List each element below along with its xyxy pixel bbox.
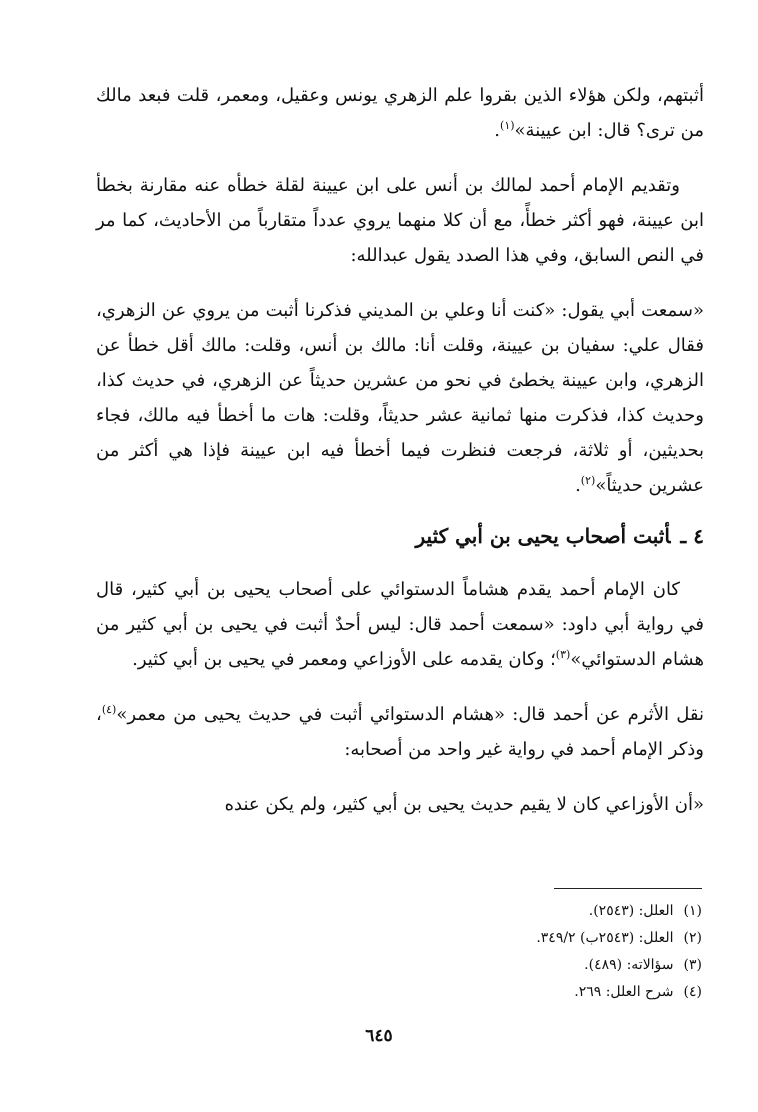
paragraph-1 — [96, 78, 704, 148]
paragraph-5 — [96, 697, 704, 767]
paragraph-6: «أن الأوزاعي كان لا يقيم حديث يحيى بن أبي كثير، ولم يكن عنده — [224, 794, 704, 815]
footnote-text: العلل: (٢٥٤٣ب) ٣٤٩/٢. — [536, 930, 674, 946]
footnote-item — [302, 979, 702, 1006]
footnote-item — [302, 925, 702, 952]
quote-paragraph — [96, 293, 704, 503]
footnote-ref-2: (٢) — [580, 474, 596, 487]
section-heading — [96, 519, 704, 554]
paragraph-5-before: نقل الأثرم عن أحمد قال: «هشام الدستوائي أثبت في حديث يحيى من معمر» — [116, 704, 704, 725]
footnote-number: (١) — [683, 903, 702, 919]
paragraph-2: وتقديم الإمام أحمد لمالك بن أنس على ابن عيينة لقلة خطأه عنه مقارنة بخطأ ابن عيينة، فهو أكثر خطأً، مع أن كلا منهما يروي عدداً متقارباً من الأحاديث، كما مر في النص السابق، وفي هذا الصدد يقول عبدالله: — [96, 175, 704, 266]
paragraph-4-after: ؛ وكان يقدمه على الأوزاعي ومعمر في يحيى بن أبي كثير. — [132, 649, 556, 670]
quote-end: . — [575, 475, 581, 496]
footnote-text: شرح العلل: ٢٦٩. — [574, 984, 674, 1000]
footnote-number: (٣) — [683, 957, 702, 973]
footnote-text: العلل: (٢٥٤٣). — [588, 903, 674, 919]
quote-text: «سمعت أبي يقول: «كنت أنا وعلي بن المديني فذكرنا أثبت من يروي عن الزهري، فقال علي: سفيان بن عيينة، وقلت أنا: مالك بن أنس، وقلت: مالك أقل خطأ عن الزهري، وابن عيينة يخطئ في نحو من عشرين حديثاً عن الزهري، في حديث كذا، وحديث كذا، فذكرت منها ثمانية عشر حديثاً، وقلت: هات ما أخطأ فيه مالك، فجاء بحديثين، أو ثلاثة، فرجعت فنظرت فيما أخطأ فيه ابن عيينة فإذا هي أكثر من عشرين حديثاً» — [96, 300, 704, 496]
footnote-item — [302, 898, 702, 925]
page-number: ٦٤٥ — [365, 1026, 393, 1046]
footnote-text: سؤالاته: (٤٨٩). — [584, 957, 674, 973]
section-number: ٤ ـ — [680, 524, 704, 548]
footnote-ref-4: (٤) — [101, 703, 117, 716]
footnote-item — [302, 952, 702, 979]
footnote-number: (٤) — [683, 984, 702, 1000]
footnote-number: (٢) — [683, 930, 702, 946]
page-body — [96, 78, 704, 822]
footnotes — [302, 898, 702, 1006]
paragraph-4-before: كان الإمام أحمد يقدم هشاماً الدستوائي على أصحاب يحيى بن أبي كثير، قال في رواية أبي داود: «سمعت أحمد قال: ليس أحدٌ أثبت في يحيى بن أبي كثير من هشام الدستوائي» — [96, 579, 704, 670]
paragraph-1-end: . — [494, 120, 501, 141]
paragraph-1-text: أثبتهم، ولكن هؤلاء الذين بقروا علم الزهري يونس وعقيل، ومعمر، قلت فبعد مالك من ترى؟ قال: ابن عيينة» — [96, 85, 704, 141]
section-title: أثبت أصحاب يحيى بن أبي كثير — [415, 524, 671, 548]
footnote-divider — [554, 888, 702, 889]
paragraph-4 — [96, 572, 704, 677]
paragraph-5-after: ، وذكر الإمام أحمد في رواية غير واحد من أصحابه: — [96, 704, 704, 760]
footnote-ref-3: (٣) — [555, 648, 571, 661]
footnote-ref-1: (١) — [500, 119, 515, 132]
